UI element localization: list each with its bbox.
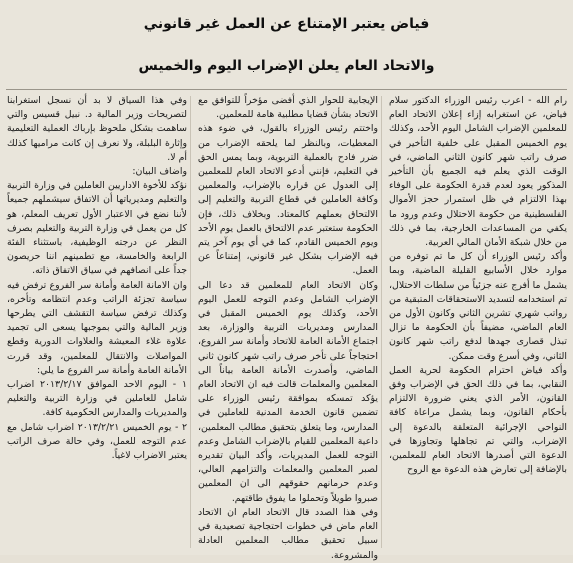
article-column-left — [7, 94, 187, 552]
column-divider-right — [381, 96, 382, 548]
column-left-text: وفي هذا السياق لا بد أن نسجل استغرابنا لتصريحات وزير المالية د. نبيل قسيس والتي ساهمت بشكل ملحوظ بإرباك العملية التعليمية وإثارة البلبلة، ولا نعرف إن كانت مراميها كذلك أم لا. واضاف البيان: نؤكد للأخوة الاداريين العاملين في وزارة التربية والتعليم ومديرياتها أن الاتفاق سيشملهم جميعاً لأننا نضع في الاعتبار الأول تعريف المعلم، هو كل من يعمل في وزارة التربية والتعليم بصرف النظر عن درجته الوظيفية، باستثناء الفئة الرابعة والخامسة، مع تطمينهم اننا حريصون جداً على انصافهم في سياق الاتفاق ذاته. وان الامانة العامة وأمانة سر الفروع ترفض فيه سياسة تجزئة الراتب وعدم انتظامه وتأخره، وكذلك ترفض سياسة التقشف التي يطرحها وزير المالية والتي بموجبها يسعى الى تجميد علاوة غلاء المعيشة والعلاوات الدورية وقطع المواصلات والانتقال للمعلمين، وقد قررت الأمانة العامة وأمانة سر الفروع ما يلي: ١ - اليوم الاحد الموافق ٢٠١٣/٢/١٧ اضراب شامل للعاملين في وزارة التربية والتعليم والمديريات والمدارس الحكومية كافة. ٢ - يوم الخميس ٢٠١٣/٢/٢١ اضراب شامل مع عدم التوجه للعمل، وفي حالة صرف الراتب يعتبر الاضراب لاغياً. — [7, 95, 187, 462]
headline-line-1: فياض يعتبر الإمتناع عن العمل غير قانوني — [143, 16, 430, 32]
headline-line-2: والاتحاد العام يعلن الإضراب اليوم والخميس — [138, 58, 435, 74]
article-column-right — [389, 94, 567, 552]
column-middle-text: الإيجابية للحوار الذي أفضى مؤخراً للتوافق مع الاتحاد بشأن قضايا مطلبية هامة للمعلمين. واختتم رئيس الوزراء بالقول، في ضوء هذه المعطيات، وبالنظر لما يلحقه الإضراب من ضرر فادح بالعملية التربوية، وبما يمس الحق في التعليم، فإنني أدعو الاتحاد العام للمعلمين إلى العدول عن قراره بالإضراب، والمعلمين وكافة العاملين في قطاع التربية والتعليم إلى الالتحاق بعملهم كالمعتاد. وبخلاف ذلك، فإن الحكومة ستعتبر عدم الالتحاق بالعمل يوم الأحد ويوم الخميس القادم، كما في أي يوم آخر يتم فيه الإضراب بشكل غير قانوني، إمتناعاً عن العمل. وكان الاتحاد العام للمعلمين قد دعا الى الإضراب الشامل وعدم التوجه للعمل اليوم الأحد، وكذلك يوم الخميس المقبل في المدارس ومديريات التربية والوزارة، بعد اجتماع الأمانة العامة للاتحاد وأمانة سر الفروع، احتجاجاً على تأخر صرف راتب شهر كانون ثاني الماضي، وأصدرت الأمانة العامة بياناً الى المعلمين والمعلمات قالت فيه ان الاتحاد العام يؤكد تمسكه بموافقة رئيس الوزراء على تضمين قانون الخدمة المدنية للعاملين في المدارس، وما يتعلق بتحقيق مطالب المعلمين، داعية المعلمين للقيام بالإضراب الشامل وعدم التوجه للعمل المديريات، وأكد البيان تقديره لصبر المعلمين والمعلمات والتزامهم العالي، وعدم حرمانهم حقوقهم الى ان المعلمين صبروا طويلاً وتحملوا ما يفوق طاقتهم. وفي هذا الصدد قال الاتحاد العام ان الاتحاد العام ماض في خطوات احتجاجية تصعيدية في سبيل تحقيق مطالب المعلمين العادلة والمشروعة. — [198, 95, 378, 561]
column-right-text: رام الله - اعرب رئيس الوزراء الدكتور سلام فياض، عن استغرابه إزاء إعلان الاتحاد العام للمعلمين الإضراب الشامل اليوم الأحد، وكذلك يوم الخميس المقبل على خلفية التأخير في صرف راتب شهر كانون الثاني الماضي، في الوقت الذي يعلم فيه الجميع بأن التأخير المذكور يعود لعدم قدرة الحكومة على الوفاء بهذا الالتزام في ظل استمرار حجز الأموال الفلسطينية من حكومة الاحتلال وعدم ورود ما يكفي من المساعدات الخارجية، بما في ذلك من خلال شبكة الأمان المالي العربية. وأكد رئيس الوزراء أن كل ما تم توفره من موارد خلال الأسابيع القليلة الماضية، وبما يشمل ما أفرج عنه جزئياً من سلطات الاحتلال، تم استخدامه لتسديد الاستحقاقات المتبقية من رواتب شهري تشرين الثاني وكانون الأول من العام الماضي، مضيفاً بأن الحكومة ما تزال تبذل قصارى جهدها لدفع راتب شهر كانون الثاني، وفي أسرع وقت ممكن. وأكد فياض احترام الحكومة لحرية العمل النقابي، بما في ذلك الحق في الإضراب وفق القانون، الأمر الذي يعني ضرورة الالتزام بأحكام القانون، وبما يشمل مراعاة كافة النواحي الإجرائية المتعلقة بالدعوة إلى الإضراب، والتي تم تجاهلها وتجاوزها في الدعوة التي أصدرها الاتحاد العام للمعلمين، بالإضافة إلى تعارض هذه الدعوة مع الروح — [389, 95, 567, 476]
article-column-middle — [198, 94, 378, 561]
column-divider-left — [190, 96, 191, 548]
headline-divider — [6, 89, 567, 90]
